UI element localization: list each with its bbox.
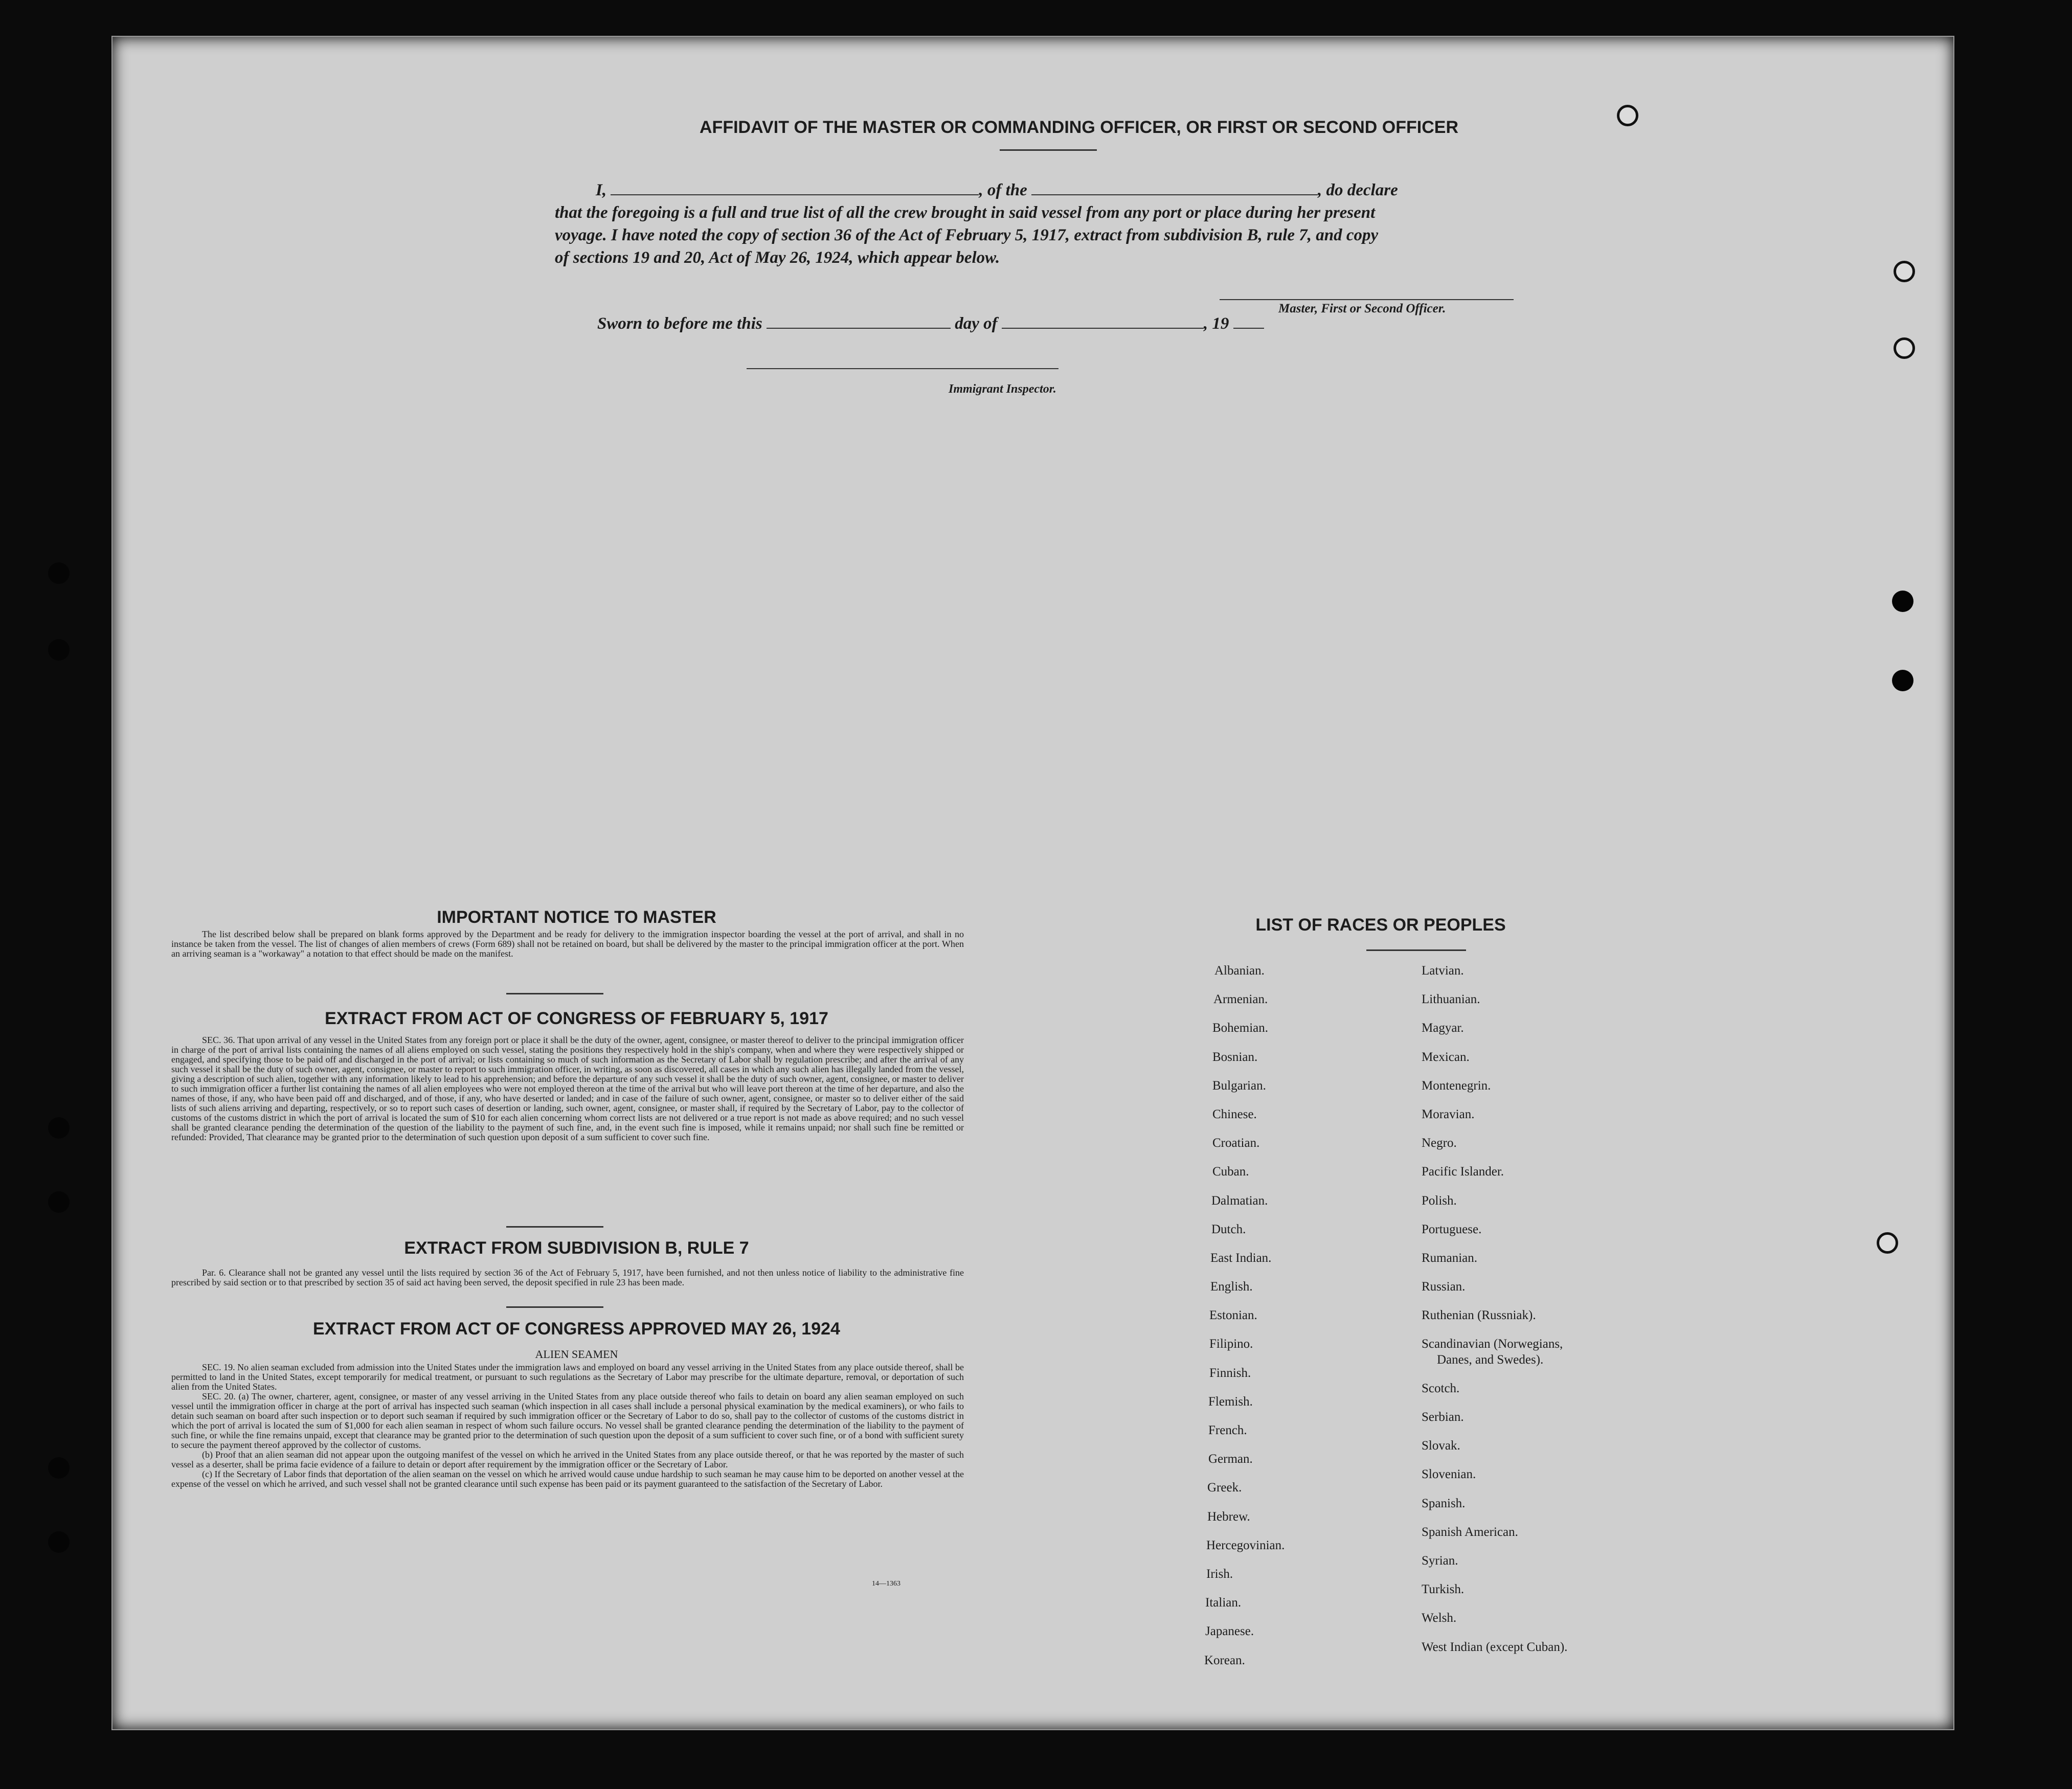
divider <box>506 1306 603 1308</box>
alien-seamen-subtitle: ALIEN SEAMEN <box>535 1348 618 1361</box>
form-number: 14—1363 <box>872 1580 900 1588</box>
races-right-column <box>1422 964 1708 1669</box>
race-item: Moravian. <box>1422 1107 1475 1121</box>
race-item: Negro. <box>1422 1136 1457 1150</box>
race-item: Korean. <box>1204 1653 1245 1667</box>
race-item: Irish. <box>1206 1567 1233 1581</box>
race-item: Estonian. <box>1209 1308 1257 1323</box>
left-binder-hole <box>48 1531 70 1553</box>
race-item: German. <box>1208 1452 1253 1466</box>
affidavit-i: I, <box>596 181 607 199</box>
race-item: Danes, and Swedes). <box>1437 1352 1544 1367</box>
race-item: Lithuanian. <box>1422 992 1480 1007</box>
divider <box>506 1226 603 1228</box>
race-item: Hebrew. <box>1207 1509 1250 1524</box>
race-item: Italian. <box>1205 1596 1242 1610</box>
extract-1917-title: EXTRACT FROM ACT OF CONGRESS OF FEBRUARY 5, 1917 <box>325 1009 828 1028</box>
race-item: Serbian. <box>1422 1410 1464 1424</box>
race-item: Latvian. <box>1422 964 1464 978</box>
race-item: Mexican. <box>1422 1050 1470 1064</box>
race-item: Turkish. <box>1422 1582 1465 1597</box>
race-item: East Indian. <box>1210 1251 1272 1265</box>
affidavit-of-the: , of the <box>979 181 1027 199</box>
sworn-year: , 19 <box>1203 314 1229 333</box>
inspector-signature-line <box>747 368 1058 369</box>
affidavit-body <box>555 179 1557 269</box>
race-item: Spanish. <box>1422 1496 1466 1510</box>
right-ring-hole <box>1617 105 1638 126</box>
race-item: Welsh. <box>1422 1611 1457 1625</box>
race-item: Greek. <box>1207 1481 1242 1495</box>
race-item: Bohemian. <box>1212 1021 1269 1035</box>
divider <box>506 993 603 994</box>
affidavit-title: AFFIDAVIT OF THE MASTER OR COMMANDING OFFICER, OR FIRST OR SECOND OFFICER <box>700 118 1458 137</box>
right-ring-hole <box>1877 1232 1898 1254</box>
divider <box>1366 949 1466 951</box>
extract-1917-text: SEC. 36. That upon arrival of any vessel in the United States from any foreign port or place it shall be the duty of the owner, agent, consignee, or master thereof to deliver to the principal immigration officer in charge of the port of arrival lists containing the names of all aliens employed on such vessel, stating the positions they respectively hold in the ship's company, when and where they were respectively shipped or engaged, and specifying those to be paid off and discharged in the port of arrival; or lists containing so much of such information as the Secretary of Labor shall by regulation prescribe; and after the arrival of any such vessel it shall be the duty of such owner, agent, consignee, or master to report to such immigration officer, in writing, as soon as discovered, all cases in which any such alien has illegally landed from the vessel, giving a description of such alien, together with any information likely to lead to his apprehension; and before the departure of any such vessel it shall be the duty of such owner, agent, consignee, or master to deliver to such immigration officer a further list containing the names of all alien employees who were not employed thereon at the time of the arrival but who will leave port thereon at the time of her departure, and also the names of those, if any, who have been paid off and discharged, and of those, if any, who have deserted or landed; and in case of the failure of such owner, agent, consignee, or master so to deliver either of the said lists of such aliens arriving and departing, respectively, or so to report such cases of desertion or landing, such owner, agent, consignee, or master shall, if required by the Secretary of Labor, pay to the collector of customs of the customs district in which the port of arrival is located the sum of $10 for each alien concerning whom correct lists are not delivered or a true report is not made as above required; and no such vessel shall be granted clearance pending the determination of the question of the liability to the payment of such fine, and, in the event such fine is imposed, while it remains unpaid; nor shall such fine be remitted or refunded: Provided, That clearance may be granted prior to the determination of such question upon deposit of a sum sufficient to cover such fine. <box>171 1035 964 1142</box>
race-item: Montenegrin. <box>1422 1078 1491 1093</box>
race-item: Croatian. <box>1212 1136 1260 1150</box>
race-item: Chinese. <box>1212 1107 1257 1121</box>
affidavit-line-2: that the foregoing is a full and true list of all the crew brought in said vessel from any port or place during her present <box>555 203 1376 222</box>
left-binder-hole <box>48 562 70 584</box>
left-binder-hole <box>48 639 70 661</box>
race-item: Syrian. <box>1422 1553 1458 1568</box>
race-item: Portuguese. <box>1422 1222 1482 1236</box>
race-item: Dalmatian. <box>1211 1193 1268 1208</box>
race-item: Hercegovinian. <box>1206 1538 1285 1552</box>
race-item: Scotch. <box>1422 1381 1460 1395</box>
sworn-line <box>597 314 1264 333</box>
race-item: Filipino. <box>1209 1337 1253 1351</box>
races-title: LIST OF RACES OR PEOPLES <box>1255 915 1506 935</box>
sec-20c-text: (c) If the Secretary of Labor finds that deportation of the alien seaman on the vessel on which he arrived would cause undue hardship to such seaman he may cause him to be deported on another vessel at the expense of the vessel on which he arrived, and such vessel shall not be granted clearance until such expense has been paid or its payment guaranteed to the satisfaction of the Secretary of Labor. <box>171 1469 964 1489</box>
extract-1924-title: EXTRACT FROM ACT OF CONGRESS APPROVED MAY 26, 1924 <box>313 1319 840 1339</box>
race-item: Finnish. <box>1209 1366 1251 1380</box>
race-item: Magyar. <box>1422 1021 1464 1035</box>
inspector-label: Immigrant Inspector. <box>949 382 1056 396</box>
sec-20a-text: SEC. 20. (a) The owner, charterer, agent, consignee, or master of any vessel arriving in the United States from any place outside thereof who fails to detain on board any alien seaman employed on such vessel until the immigration officer in charge at the port of arrival has inspected such seaman (which inspection in all cases shall include a personal physical examination by the medical examiners), or who fails to detain such seaman on board after such inspection or to deport such seaman if required by such immigration officer or the Secretary of Labor to do so, shall pay to the collector of customs of the customs district in which the port of arrival is located the sum of $1,000 for each alien seaman in respect of whom such failure occurs. No vessel shall be granted clearance pending the determination of the liability to the payment of such fine, or while the fine remains unpaid, except that clearance may be granted prior to the determination of such question upon the deposit of a sum sufficient to cover such fine, or of a bond with sufficient surety to secure the payment thereof approved by the collector of customs. <box>171 1391 964 1450</box>
race-item: Slovenian. <box>1422 1467 1476 1482</box>
race-item: Rumanian. <box>1422 1251 1478 1265</box>
affidavit-line-4: of sections 19 and 20, Act of May 26, 1924, which appear below. <box>555 248 1000 267</box>
rule-7-text: Par. 6. Clearance shall not be granted any vessel until the lists required by section 36 of the Act of February 5, 1917, have been furnished, and not then unless notice of liability to the administrative fine prescribed by said section or to that prescribed by section 35 of said act having been served, the deposit specified in rule 23 has been made. <box>171 1267 964 1287</box>
race-item: West Indian (except Cuban). <box>1422 1640 1568 1654</box>
sworn-start: Sworn to before me this <box>597 314 762 333</box>
left-binder-hole <box>48 1117 70 1139</box>
sec-20b-text: (b) Proof that an alien seaman did not appear upon the outgoing manifest of the vessel on which he arrived in the United States from any place outside thereof, or that he was reported by the master of such vessel as a deserter, shall be prima facie evidence of a failure to detain or deport after requirement by the immigration officer or the Secretary of Labor. <box>171 1450 964 1469</box>
right-binder-hole <box>1892 591 1913 612</box>
sworn-day-of: day of <box>955 314 998 333</box>
race-item: Japanese. <box>1205 1624 1254 1639</box>
race-item: Scandinavian (Norwegians, <box>1422 1337 1563 1351</box>
sec-19-text: SEC. 19. No alien seaman excluded from admission into the United States under the immigration laws and employed on board any vessel arriving in the United States from any place outside thereof, shall be permitted to land in the United States, except temporarily for medical treatment, or pursuant to such regulations as the Secretary of Labor may prescribe for the ultimate departure, removal, or deportation of such alien from the United States. <box>171 1362 964 1392</box>
right-ring-hole <box>1894 261 1915 282</box>
race-item: Armenian. <box>1213 992 1268 1007</box>
rule-7-title: EXTRACT FROM SUBDIVISION B, RULE 7 <box>404 1238 749 1258</box>
race-item: Bulgarian. <box>1212 1078 1266 1093</box>
race-item: Spanish American. <box>1422 1525 1518 1539</box>
race-item: Slovak. <box>1422 1439 1460 1453</box>
race-item: Russian. <box>1422 1280 1466 1294</box>
notice-text: The list described below shall be prepared on blank forms approved by the Department and be ready for delivery to the immigration inspector boarding the vessel at the port of arrival, and shall in no instance be taken from the vessel. The list of changes of alien members of crews (Form 689) shall not be retained on board, but shall be delivered by the master to the principal immigration officer at the port. When an arriving seaman is a "workaway" a notation to that effect should be made on the manifest. <box>171 929 964 959</box>
race-item: Bosnian. <box>1212 1050 1258 1064</box>
race-item: English. <box>1210 1280 1253 1294</box>
race-item: Ruthenian (Russniak). <box>1422 1308 1536 1323</box>
race-item: Flemish. <box>1208 1394 1253 1409</box>
affidavit-do-declare: , do declare <box>1318 181 1398 199</box>
signature-label: Master, First or Second Officer. <box>1278 302 1446 315</box>
race-item: Pacific Islander. <box>1422 1165 1504 1179</box>
left-binder-hole <box>48 1191 70 1213</box>
notice-title: IMPORTANT NOTICE TO MASTER <box>437 908 716 927</box>
race-item: Albanian. <box>1214 964 1265 978</box>
affidavit-line-3: voyage. I have noted the copy of section 36 of the Act of February 5, 1917, extract from subdivision B, rule 7, and copy <box>555 226 1379 244</box>
race-item: French. <box>1208 1423 1247 1437</box>
right-binder-hole <box>1892 670 1913 691</box>
extract-1924-body <box>171 1363 964 1489</box>
signature-line <box>1220 299 1514 300</box>
race-item: Polish. <box>1422 1193 1457 1208</box>
right-ring-hole <box>1894 337 1915 359</box>
left-binder-hole <box>48 1457 70 1479</box>
races-left-column <box>1204 964 1399 1682</box>
race-item: Cuban. <box>1212 1165 1249 1179</box>
divider <box>1000 149 1097 151</box>
race-item: Dutch. <box>1211 1222 1246 1236</box>
